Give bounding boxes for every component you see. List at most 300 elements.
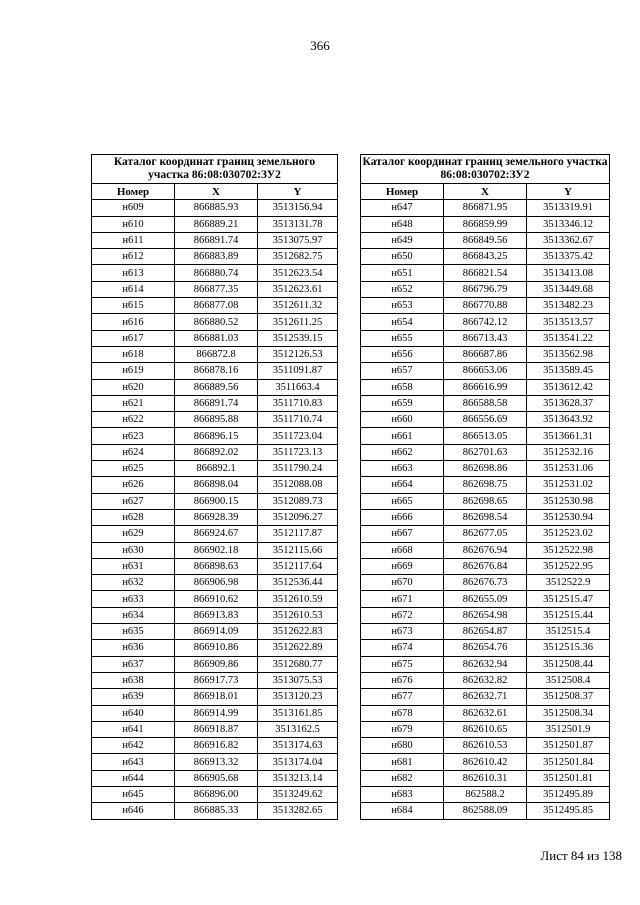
cell-y: 3511790.24 (258, 461, 338, 477)
cell-x: 866770.88 (444, 298, 527, 314)
cell-point-number: н648 (361, 216, 444, 232)
column-header-y: Y (258, 184, 338, 200)
cell-y: 3511723.04 (258, 428, 338, 444)
cell-y: 3512501.84 (527, 754, 610, 770)
cell-y: 3512515.47 (527, 591, 610, 607)
cell-y: 3512508.37 (527, 689, 610, 705)
cell-y: 3512089.73 (258, 493, 338, 509)
table-row (361, 444, 610, 460)
table-row (92, 607, 338, 623)
cell-point-number: н682 (361, 770, 444, 786)
cell-x: 866556.69 (444, 412, 527, 428)
cell-point-number: н642 (92, 738, 175, 754)
table-row (92, 412, 338, 428)
cell-x: 862698.86 (444, 461, 527, 477)
table-row (92, 672, 338, 688)
cell-point-number: н657 (361, 363, 444, 379)
cell-x: 862632.82 (444, 672, 527, 688)
table-row (92, 770, 338, 786)
cell-x: 866910.86 (175, 640, 258, 656)
cell-point-number: н625 (92, 461, 175, 477)
cell-y: 3512530.94 (527, 509, 610, 525)
table-row (361, 330, 610, 346)
cell-x: 866891.74 (175, 395, 258, 411)
cell-point-number: н626 (92, 477, 175, 493)
cell-x: 866880.52 (175, 314, 258, 330)
cell-y: 3513156.94 (258, 200, 338, 216)
table-row (361, 689, 610, 705)
cell-y: 3513541.22 (527, 330, 610, 346)
cell-y: 3512622.83 (258, 624, 338, 640)
cell-x: 866892.02 (175, 444, 258, 460)
cell-y: 3512508.4 (527, 672, 610, 688)
column-header-x: X (175, 184, 258, 200)
table-row (92, 526, 338, 542)
cell-point-number: н634 (92, 607, 175, 623)
cell-point-number: н631 (92, 558, 175, 574)
table-row (92, 803, 338, 819)
cell-point-number: н659 (361, 395, 444, 411)
cell-point-number: н612 (92, 249, 175, 265)
cell-point-number: н647 (361, 200, 444, 216)
cell-y: 3512501.87 (527, 738, 610, 754)
table-row (361, 738, 610, 754)
cell-y: 3512096.27 (258, 509, 338, 525)
cell-x: 862676.84 (444, 558, 527, 574)
cell-point-number: н640 (92, 705, 175, 721)
cell-y: 3513174.04 (258, 754, 338, 770)
cell-x: 862677.05 (444, 526, 527, 542)
cell-y: 3512539.15 (258, 330, 338, 346)
cell-y: 3513643.92 (527, 412, 610, 428)
cell-point-number: н628 (92, 509, 175, 525)
cell-point-number: н644 (92, 770, 175, 786)
cell-x: 866713.43 (444, 330, 527, 346)
table-row (92, 298, 338, 314)
cell-x: 866877.35 (175, 281, 258, 297)
table-title: Каталог координат границ земельного участка 86:08:030702:ЗУ2 (361, 155, 610, 184)
cell-y: 3511710.83 (258, 395, 338, 411)
cell-x: 866918.87 (175, 721, 258, 737)
cell-point-number: н627 (92, 493, 175, 509)
cell-x: 866687.86 (444, 346, 527, 362)
cell-y: 3513162.5 (258, 721, 338, 737)
cell-point-number: н661 (361, 428, 444, 444)
cell-x: 862701.63 (444, 444, 527, 460)
cell-y: 3512495.85 (527, 803, 610, 819)
table-row (361, 200, 610, 216)
table-row (92, 705, 338, 721)
cell-point-number: н662 (361, 444, 444, 460)
cell-x: 862654.76 (444, 640, 527, 656)
cell-y: 3511663.4 (258, 379, 338, 395)
cell-point-number: н678 (361, 705, 444, 721)
table-row (92, 738, 338, 754)
table-row (92, 656, 338, 672)
table-row (92, 542, 338, 558)
cell-point-number: н609 (92, 200, 175, 216)
cell-y: 3512610.53 (258, 607, 338, 623)
table-row (361, 265, 610, 281)
table-row (361, 591, 610, 607)
cell-y: 3513482.23 (527, 298, 610, 314)
cell-x: 862654.98 (444, 607, 527, 623)
cell-y: 3513346.12 (527, 216, 610, 232)
cell-point-number: н675 (361, 656, 444, 672)
cell-y: 3513120.23 (258, 689, 338, 705)
cell-y: 3512611.32 (258, 298, 338, 314)
cell-y: 3513282.65 (258, 803, 338, 819)
cell-x: 866616.99 (444, 379, 527, 395)
cell-y: 3513131.78 (258, 216, 338, 232)
cell-point-number: н641 (92, 721, 175, 737)
table-row (92, 509, 338, 525)
table-row (92, 346, 338, 362)
cell-y: 3511723.13 (258, 444, 338, 460)
cell-point-number: н670 (361, 575, 444, 591)
table-row (361, 786, 610, 802)
cell-point-number: н671 (361, 591, 444, 607)
table-row (92, 624, 338, 640)
cell-y: 3512680.77 (258, 656, 338, 672)
cell-point-number: н652 (361, 281, 444, 297)
cell-x: 866843.25 (444, 249, 527, 265)
cell-x: 866883.89 (175, 249, 258, 265)
cell-x: 866914.09 (175, 624, 258, 640)
sheet-counter: Лист 84 из 138 (540, 848, 622, 863)
table-row (92, 379, 338, 395)
cell-point-number: н656 (361, 346, 444, 362)
cell-y: 3512611.25 (258, 314, 338, 330)
cell-y: 3512515.4 (527, 624, 610, 640)
cell-y: 3513513.57 (527, 314, 610, 330)
table-row (92, 444, 338, 460)
cell-x: 866910.62 (175, 591, 258, 607)
cell-x: 862632.71 (444, 689, 527, 705)
cell-point-number: н673 (361, 624, 444, 640)
cell-y: 3513628.37 (527, 395, 610, 411)
cell-point-number: н665 (361, 493, 444, 509)
cell-x: 862698.75 (444, 477, 527, 493)
cell-y: 3512623.54 (258, 265, 338, 281)
cell-x: 866906.98 (175, 575, 258, 591)
cell-x: 866872.8 (175, 346, 258, 362)
cell-x: 866588.58 (444, 395, 527, 411)
cell-x: 866796.79 (444, 281, 527, 297)
table-row (361, 477, 610, 493)
table-row (361, 624, 610, 640)
cell-point-number: н651 (361, 265, 444, 281)
table-body (92, 200, 338, 819)
cell-x: 862588.2 (444, 786, 527, 802)
cell-point-number: н658 (361, 379, 444, 395)
cell-x: 866871.95 (444, 200, 527, 216)
cell-x: 866821.54 (444, 265, 527, 281)
cell-point-number: н674 (361, 640, 444, 656)
column-header-number: Номер (92, 184, 175, 200)
table-row (361, 346, 610, 362)
cell-y: 3513612.42 (527, 379, 610, 395)
cell-point-number: н655 (361, 330, 444, 346)
cell-x: 862698.65 (444, 493, 527, 509)
table-row (361, 754, 610, 770)
cell-x: 866902.18 (175, 542, 258, 558)
table-row (92, 281, 338, 297)
cell-point-number: н624 (92, 444, 175, 460)
cell-y: 3512522.98 (527, 542, 610, 558)
cell-point-number: н663 (361, 461, 444, 477)
cell-y: 3512117.87 (258, 526, 338, 542)
cell-y: 3512682.75 (258, 249, 338, 265)
table-row (361, 216, 610, 232)
cell-y: 3512532.16 (527, 444, 610, 460)
cell-y: 3513161.85 (258, 705, 338, 721)
cell-y: 3513213.14 (258, 770, 338, 786)
cell-y: 3511091.87 (258, 363, 338, 379)
cell-x: 866909.86 (175, 656, 258, 672)
cell-point-number: н667 (361, 526, 444, 542)
cell-point-number: н645 (92, 786, 175, 802)
cell-y: 3513375.42 (527, 249, 610, 265)
cell-y: 3512495.89 (527, 786, 610, 802)
cell-x: 866849.56 (444, 232, 527, 248)
table-row (92, 216, 338, 232)
cell-x: 866898.04 (175, 477, 258, 493)
cell-point-number: н630 (92, 542, 175, 558)
cell-point-number: н618 (92, 346, 175, 362)
cell-point-number: н672 (361, 607, 444, 623)
cell-x: 862610.53 (444, 738, 527, 754)
cell-point-number: н636 (92, 640, 175, 656)
cell-x: 862676.73 (444, 575, 527, 591)
cell-point-number: н635 (92, 624, 175, 640)
cell-y: 3512126.53 (258, 346, 338, 362)
table-row (361, 232, 610, 248)
cell-y: 3513174.63 (258, 738, 338, 754)
cell-x: 866889.21 (175, 216, 258, 232)
cell-y: 3512523.02 (527, 526, 610, 542)
table-row (361, 575, 610, 591)
table-row (361, 542, 610, 558)
table-row (92, 477, 338, 493)
cell-point-number: н639 (92, 689, 175, 705)
cell-point-number: н623 (92, 428, 175, 444)
cell-point-number: н614 (92, 281, 175, 297)
cell-y: 3512531.02 (527, 477, 610, 493)
cell-point-number: н669 (361, 558, 444, 574)
cell-x: 866913.32 (175, 754, 258, 770)
cell-x: 866918.01 (175, 689, 258, 705)
table-row (92, 786, 338, 802)
table-row (92, 591, 338, 607)
cell-y: 3512622.89 (258, 640, 338, 656)
cell-point-number: н643 (92, 754, 175, 770)
table-row (361, 395, 610, 411)
cell-point-number: н616 (92, 314, 175, 330)
cell-x: 866653.06 (444, 363, 527, 379)
table-row (92, 428, 338, 444)
table-row (92, 249, 338, 265)
table-row (361, 412, 610, 428)
cell-y: 3512088.08 (258, 477, 338, 493)
cell-x: 866898.63 (175, 558, 258, 574)
cell-y: 3512501.9 (527, 721, 610, 737)
table-row (361, 379, 610, 395)
cell-x: 862588.09 (444, 803, 527, 819)
cell-x: 866928.39 (175, 509, 258, 525)
cell-x: 866885.93 (175, 200, 258, 216)
coordinate-table-left (91, 154, 338, 820)
cell-x: 862610.31 (444, 770, 527, 786)
cell-y: 3513075.53 (258, 672, 338, 688)
cell-y: 3512522.9 (527, 575, 610, 591)
cell-point-number: н681 (361, 754, 444, 770)
table-row (92, 395, 338, 411)
table-row (92, 232, 338, 248)
cell-x: 866916.82 (175, 738, 258, 754)
cell-y: 3513589.45 (527, 363, 610, 379)
cell-point-number: н617 (92, 330, 175, 346)
cell-x: 862632.94 (444, 656, 527, 672)
cell-x: 862610.65 (444, 721, 527, 737)
table-row (92, 558, 338, 574)
cell-x: 866891.74 (175, 232, 258, 248)
cell-y: 3512531.06 (527, 461, 610, 477)
cell-x: 866742.12 (444, 314, 527, 330)
cell-point-number: н664 (361, 477, 444, 493)
cell-x: 866924.67 (175, 526, 258, 542)
cell-x: 862676.94 (444, 542, 527, 558)
cell-x: 862654.87 (444, 624, 527, 640)
cell-y: 3513249.62 (258, 786, 338, 802)
cell-x: 866885.33 (175, 803, 258, 819)
cell-point-number: н632 (92, 575, 175, 591)
cell-y: 3512515.36 (527, 640, 610, 656)
table-row (92, 200, 338, 216)
cell-x: 866892.1 (175, 461, 258, 477)
column-header-y: Y (527, 184, 610, 200)
cell-point-number: н649 (361, 232, 444, 248)
cell-y: 3512610.59 (258, 591, 338, 607)
cell-point-number: н650 (361, 249, 444, 265)
table-row (92, 493, 338, 509)
table-row (361, 705, 610, 721)
table-row (92, 754, 338, 770)
cell-x: 862610.42 (444, 754, 527, 770)
table-row (361, 363, 610, 379)
cell-y: 3512508.34 (527, 705, 610, 721)
table-row (361, 428, 610, 444)
table-row (361, 607, 610, 623)
cell-x: 866889.56 (175, 379, 258, 395)
cell-x: 866900.15 (175, 493, 258, 509)
coordinate-table-right (360, 154, 610, 820)
cell-point-number: н619 (92, 363, 175, 379)
table-row (92, 689, 338, 705)
cell-y: 3513449.68 (527, 281, 610, 297)
cell-x: 866859.99 (444, 216, 527, 232)
cell-y: 3512508.44 (527, 656, 610, 672)
table-row (361, 526, 610, 542)
cell-point-number: н683 (361, 786, 444, 802)
cell-x: 866896.15 (175, 428, 258, 444)
cell-point-number: н621 (92, 395, 175, 411)
table-row (92, 640, 338, 656)
table-row (92, 363, 338, 379)
cell-point-number: н666 (361, 509, 444, 525)
table-row (361, 249, 610, 265)
cell-point-number: н684 (361, 803, 444, 819)
table-row (361, 314, 610, 330)
cell-y: 3513661.31 (527, 428, 610, 444)
cell-y: 3512115.66 (258, 542, 338, 558)
cell-x: 866917.73 (175, 672, 258, 688)
cell-point-number: н613 (92, 265, 175, 281)
table-row (361, 298, 610, 314)
cell-y: 3513562.98 (527, 346, 610, 362)
cell-x: 862698.54 (444, 509, 527, 525)
cell-point-number: н610 (92, 216, 175, 232)
cell-point-number: н638 (92, 672, 175, 688)
table-row (361, 640, 610, 656)
table-row (361, 672, 610, 688)
column-header-x: X (444, 184, 527, 200)
table-row (361, 558, 610, 574)
cell-y: 3513075.97 (258, 232, 338, 248)
table-row (92, 721, 338, 737)
cell-x: 866913.83 (175, 607, 258, 623)
cell-x: 866895.88 (175, 412, 258, 428)
cell-y: 3513413.08 (527, 265, 610, 281)
cell-point-number: н653 (361, 298, 444, 314)
cell-y: 3512515.44 (527, 607, 610, 623)
cell-point-number: н654 (361, 314, 444, 330)
cell-point-number: н677 (361, 689, 444, 705)
cell-x: 866513.05 (444, 428, 527, 444)
cell-point-number: н611 (92, 232, 175, 248)
table-row (361, 803, 610, 819)
cell-y: 3513362.67 (527, 232, 610, 248)
table-body (361, 200, 610, 819)
table-row (92, 575, 338, 591)
cell-point-number: н615 (92, 298, 175, 314)
table-row (92, 314, 338, 330)
cell-x: 866878.16 (175, 363, 258, 379)
cell-x: 862632.61 (444, 705, 527, 721)
cell-y: 3512623.61 (258, 281, 338, 297)
cell-x: 866881.03 (175, 330, 258, 346)
table-row (361, 509, 610, 525)
cell-point-number: н680 (361, 738, 444, 754)
cell-point-number: н622 (92, 412, 175, 428)
cell-y: 3513319.91 (527, 200, 610, 216)
cell-point-number: н660 (361, 412, 444, 428)
cell-y: 3512530.98 (527, 493, 610, 509)
table-row (92, 461, 338, 477)
cell-x: 866914.99 (175, 705, 258, 721)
table-row (361, 721, 610, 737)
table-title: Каталог координат границ земельного участка 86:08:030702:ЗУ2 (92, 155, 338, 184)
cell-x: 866905.68 (175, 770, 258, 786)
cell-point-number: н676 (361, 672, 444, 688)
cell-x: 866880.74 (175, 265, 258, 281)
cell-y: 3512117.64 (258, 558, 338, 574)
cell-point-number: н629 (92, 526, 175, 542)
cell-point-number: н668 (361, 542, 444, 558)
cell-y: 3511710.74 (258, 412, 338, 428)
cell-point-number: н620 (92, 379, 175, 395)
cell-y: 3512536.44 (258, 575, 338, 591)
